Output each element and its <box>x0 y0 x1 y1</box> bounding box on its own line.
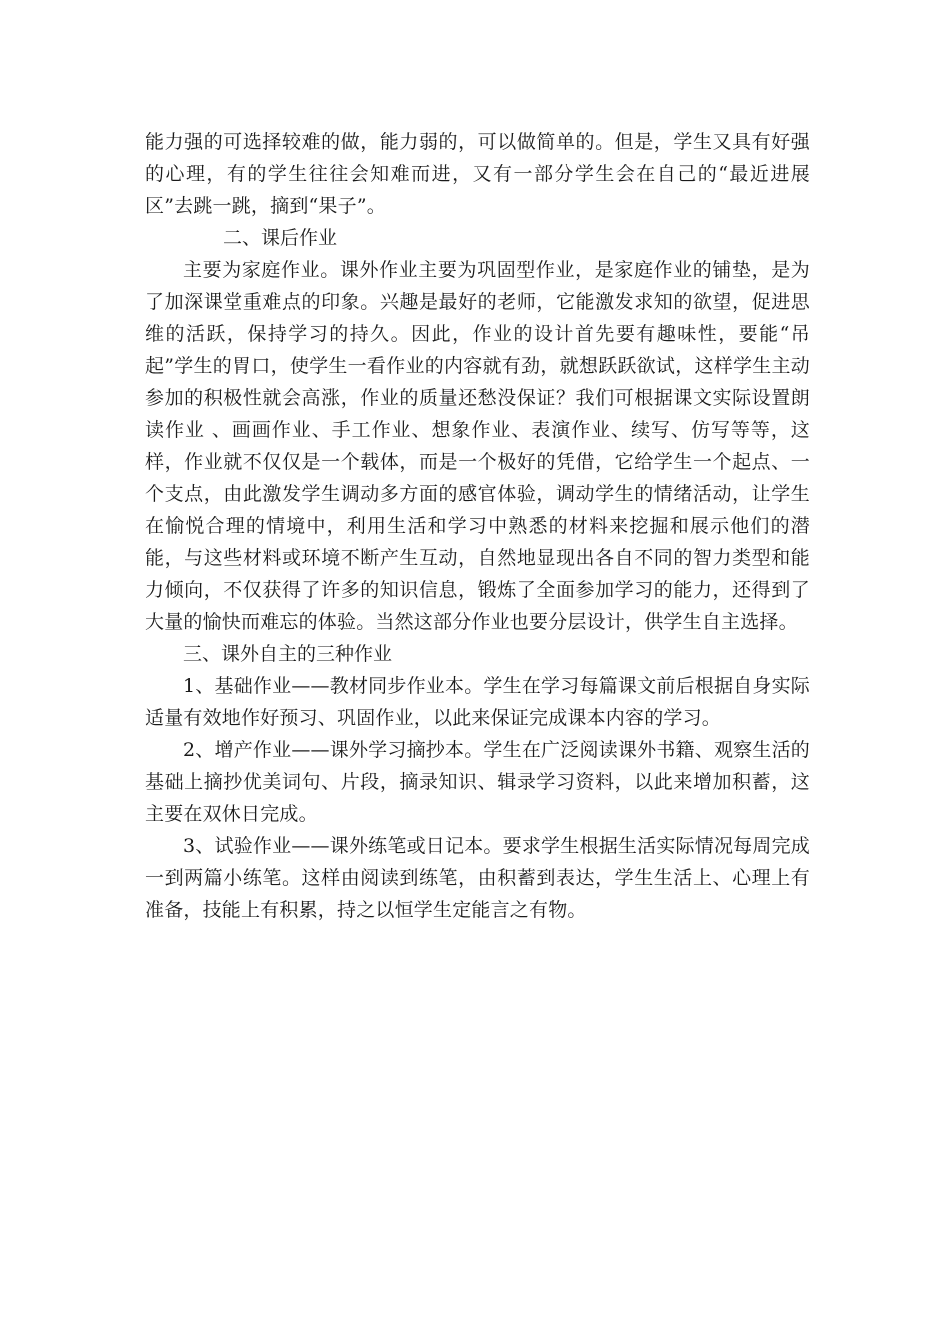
document-body <box>145 126 810 926</box>
paragraph-continuation: 能力强的可选择较难的做，能力弱的，可以做简单的。但是，学生又具有好强的心理，有的学生往往会知难而进，又有一部分学生会在自己的“最近进展区”去跳一跳，摘到“果子”。 <box>145 131 810 217</box>
section-heading-three-types: 三、课外自主的三种作业 <box>183 643 393 665</box>
paragraph-homework-body: 主要为家庭作业。课外作业主要为巩固型作业，是家庭作业的铺垫，是为了加深课堂重难点的印象。兴趣是最好的老师，它能激发求知的欲望，促进思维的活跃，保持学习的持久。因此，作业的设计首先要有趣味性，要能“吊起”学生的胃口，使学生一看作业的内容就有劲，就想跃跃欲试，这样学生主动参加的积极性就会高涨，作业的质量还愁没保证？我们可根据课文实际设置朗读作业 、画画作业、手工作业、想象作业、表演作业、续写、仿写等等，这样，作业就不仅仅是一个载体，而是一个极好的凭借，它给学生一个起点、一个支点，由此激发学生调动多方面的感官体验，调动学生的情绪活动，让学生在愉悦合理的情境中，利用生活和学习中熟悉的材料来挖掘和展示他们的潜能，与这些材料或环境不断产生互动，自然地显现出各自不同的智力类型和能力倾向，不仅获得了许多的知识信息，锻炼了全面参加学习的能力，还得到了大量的愉快而难忘的体验。当然这部分作业也要分层设计，供学生自主选择。 <box>145 259 810 633</box>
list-item-trial-homework: 3、试验作业——课外练笔或日记本。要求学生根据生活实际情况每周完成一到两篇小练笔。这样由阅读到练笔，由积蓄到表达，学生生活上、心理上有准备，技能上有积累，持之以恒学生定能言之有物。 <box>145 835 810 921</box>
section-heading-homework: 二、课后作业 <box>223 227 338 249</box>
list-item-extension-homework: 2、增产作业——课外学习摘抄本。学生在广泛阅读课外书籍、观察生活的基础上摘抄优美词句、片段，摘录知识、辑录学习资料，以此来增加积蓄，这主要在双休日完成。 <box>145 739 810 825</box>
list-item-basic-homework: 1、基础作业——教材同步作业本。学生在学习每篇课文前后根据自身实际适量有效地作好预习、巩固作业，以此来保证完成课本内容的学习。 <box>145 675 810 729</box>
